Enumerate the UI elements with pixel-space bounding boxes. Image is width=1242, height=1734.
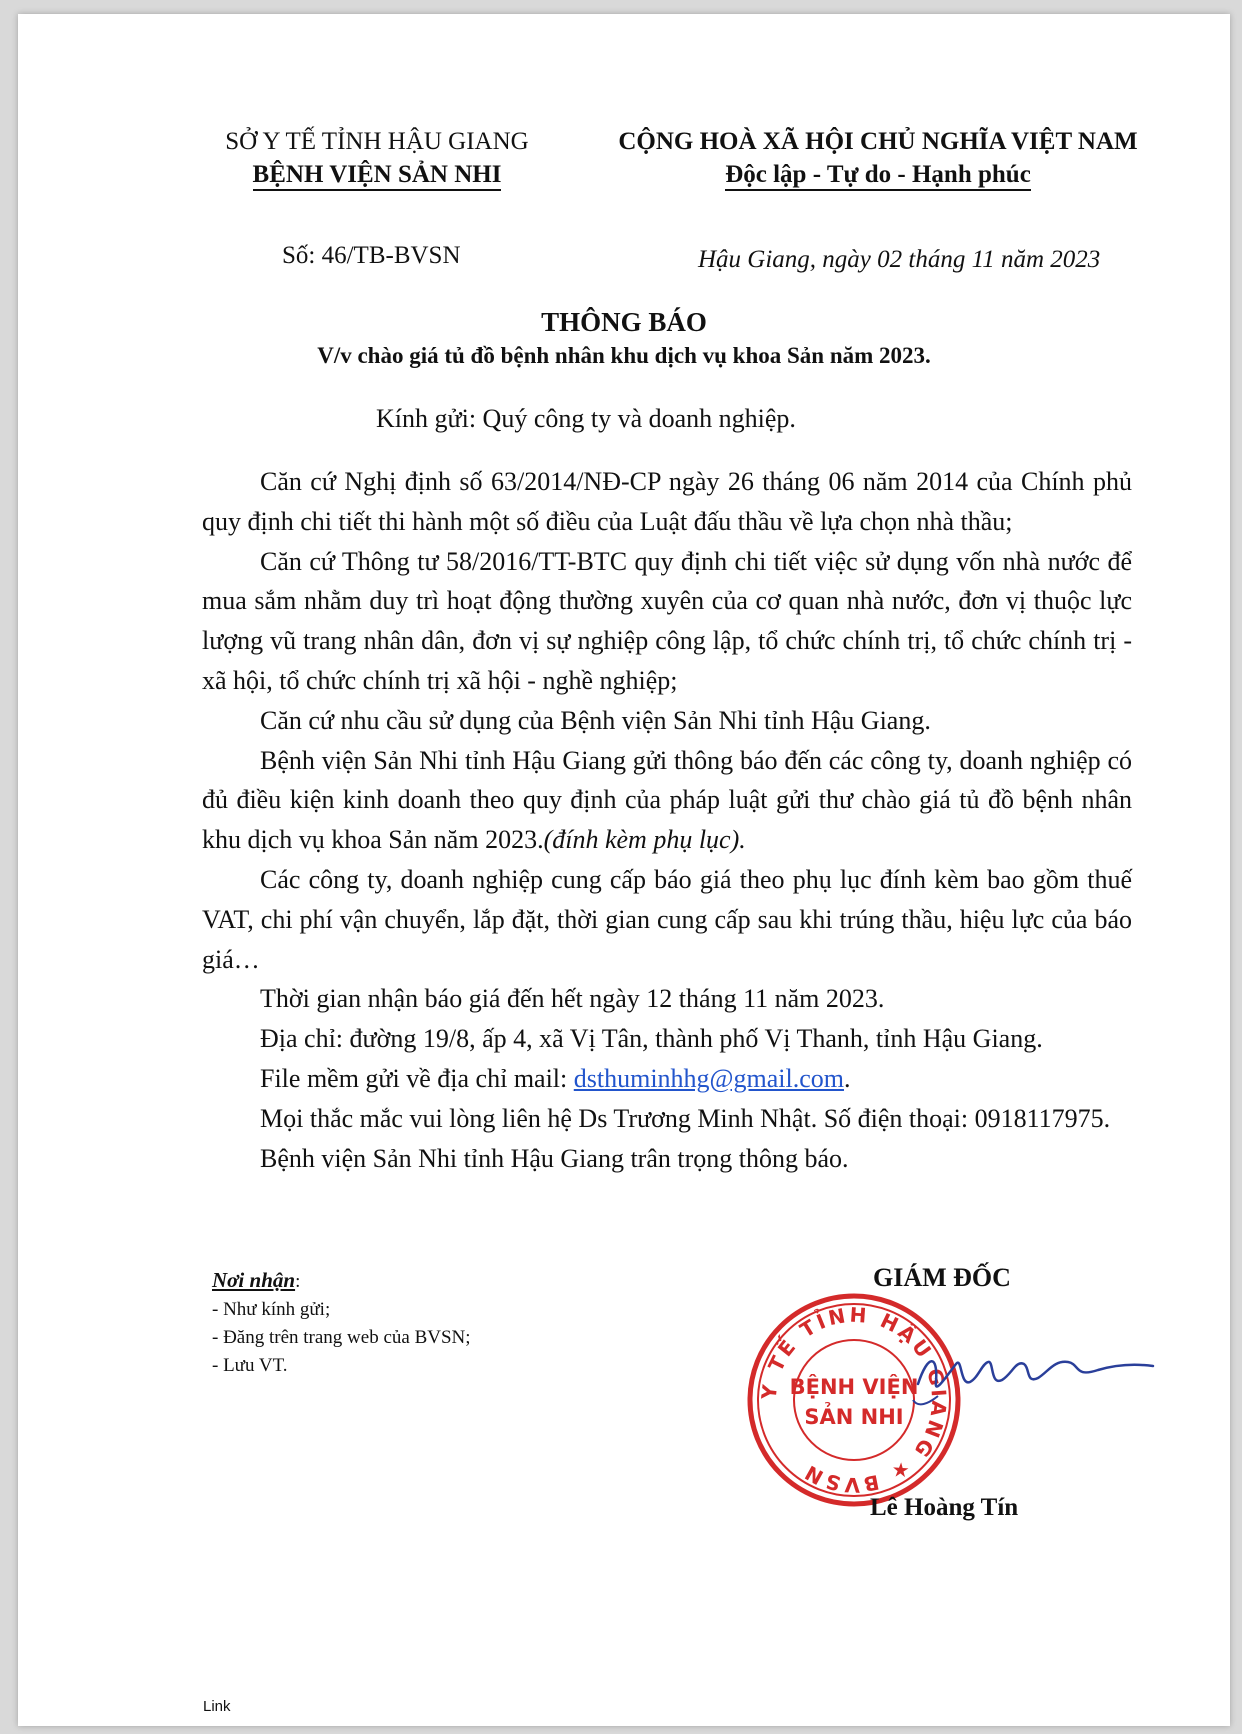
national-title: CỘNG HOÀ XÃ HỘI CHỦ NGHĨA VIỆT NAM — [618, 128, 1138, 155]
body-paragraph: Căn cứ Thông tư 58/2016/TT-BTC quy định chi tiết việc sử dụng vốn nhà nước để mua sắm nhằm duy trì hoạt động thường xuyên của cơ quan nhà nước, đơn vị thuộc lực lượng vũ trang nhân dân, đơn vị sự nghiệp công lập, tổ chức chính trị, tổ chức chính trị - xã hội, tổ chức chính trị xã hội - nghề nghiệp; — [202, 546, 1132, 695]
body-paragraph: Bệnh viện Sản Nhi tỉnh Hậu Giang trân trọng thông báo. — [260, 1143, 849, 1173]
body-paragraph: Căn cứ Nghị định số 63/2014/NĐ-CP ngày 26 tháng 06 năm 2014 của Chính phủ quy định chi tiết thi hành một số điều của Luật đấu thầu về lựa chọn nhà thầu; — [202, 467, 1132, 536]
recipients-list: Nơi nhận: - Như kính gửi; - Đăng trên trang web của BVSN; - Lưu VT. — [212, 1266, 471, 1380]
recipient-item: - Đăng trên trang web của BVSN; — [212, 1327, 471, 1348]
recipient-item: - Lưu VT. — [212, 1355, 288, 1376]
email-link[interactable]: dsthuminhhg@gmail.com — [573, 1063, 844, 1093]
stamp-ring-text: Y TẾ TỈNH HẬU GIANG ★ BVSN — [756, 1302, 952, 1498]
issuer-header — [218, 125, 536, 191]
document-number: Số: 46/TB-BVSN — [282, 242, 461, 269]
body-paragraph: Mọi thắc mắc vui lòng liên hệ Ds Trương Minh Nhật. Số điện thoại: 0918117975. — [260, 1103, 1111, 1133]
body-paragraph: Các công ty, doanh nghiệp cung cấp báo giá theo phụ lục đính kèm bao gồm thuế VAT, chi phí vận chuyển, lắp đặt, thời gian cung cấp sau khi trúng thầu, hiệu lực của báo giá… — [202, 864, 1132, 974]
stamp-center-line1: BỆNH VIỆN — [789, 1375, 919, 1399]
recipient-line: Kính gửi: Quý công ty và doanh nghiệp. — [376, 404, 796, 433]
document-date: Hậu Giang, ngày 02 tháng 11 năm 2023 — [698, 246, 1101, 273]
document-subject: V/v chào giá tủ đồ bệnh nhân khu dịch vụ khoa Sản năm 2023. — [317, 343, 931, 368]
document-body — [202, 462, 1132, 1178]
recipient-item: - Như kính gửi; — [212, 1299, 331, 1320]
signer-position: GIÁM ĐỐC — [873, 1263, 1011, 1292]
body-paragraph: Bệnh viện Sản Nhi tỉnh Hậu Giang gửi thông báo đến các công ty, doanh nghiệp có đủ điều kiện kinh doanh theo quy định của pháp luật gửi thư chào giá tủ đồ bệnh nhân khu dịch vụ khoa Sản năm 2023.(đính kèm phụ lục). — [202, 745, 1132, 855]
recipients-title: Nơi nhận — [212, 1268, 296, 1292]
attachment-note: (đính kèm phụ lục). — [543, 825, 746, 855]
body-paragraph: Thời gian nhận báo giá đến hết ngày 12 tháng 11 năm 2023. — [260, 984, 885, 1014]
issuer-hospital: BỆNH VIỆN SẢN NHI — [253, 161, 502, 191]
national-motto: Độc lập - Tự do - Hạnh phúc — [725, 161, 1031, 191]
national-header — [592, 125, 1164, 191]
document-page — [18, 14, 1230, 1726]
body-paragraph: Địa chỉ: đường 19/8, ấp 4, xã Vị Tân, thành phố Vị Thanh, tỉnh Hậu Giang. — [260, 1024, 1043, 1054]
issuer-department: SỞ Y TẾ TỈNH HẬU GIANG — [225, 128, 529, 155]
signer-name: Lê Hoàng Tín — [870, 1494, 1019, 1521]
footer-link-label[interactable]: Link — [203, 1698, 231, 1715]
document-title: THÔNG BÁO — [541, 307, 707, 337]
body-paragraph: File mềm gửi về địa chỉ mail: dsthuminhhg@gmail.com. — [260, 1063, 851, 1093]
stamp-center-line2: SẢN NHI — [804, 1405, 904, 1429]
body-paragraph: Căn cứ nhu cầu sử dụng của Bệnh viện Sản Nhi tỉnh Hậu Giang. — [260, 705, 931, 735]
handwritten-signature — [898, 1334, 1158, 1414]
